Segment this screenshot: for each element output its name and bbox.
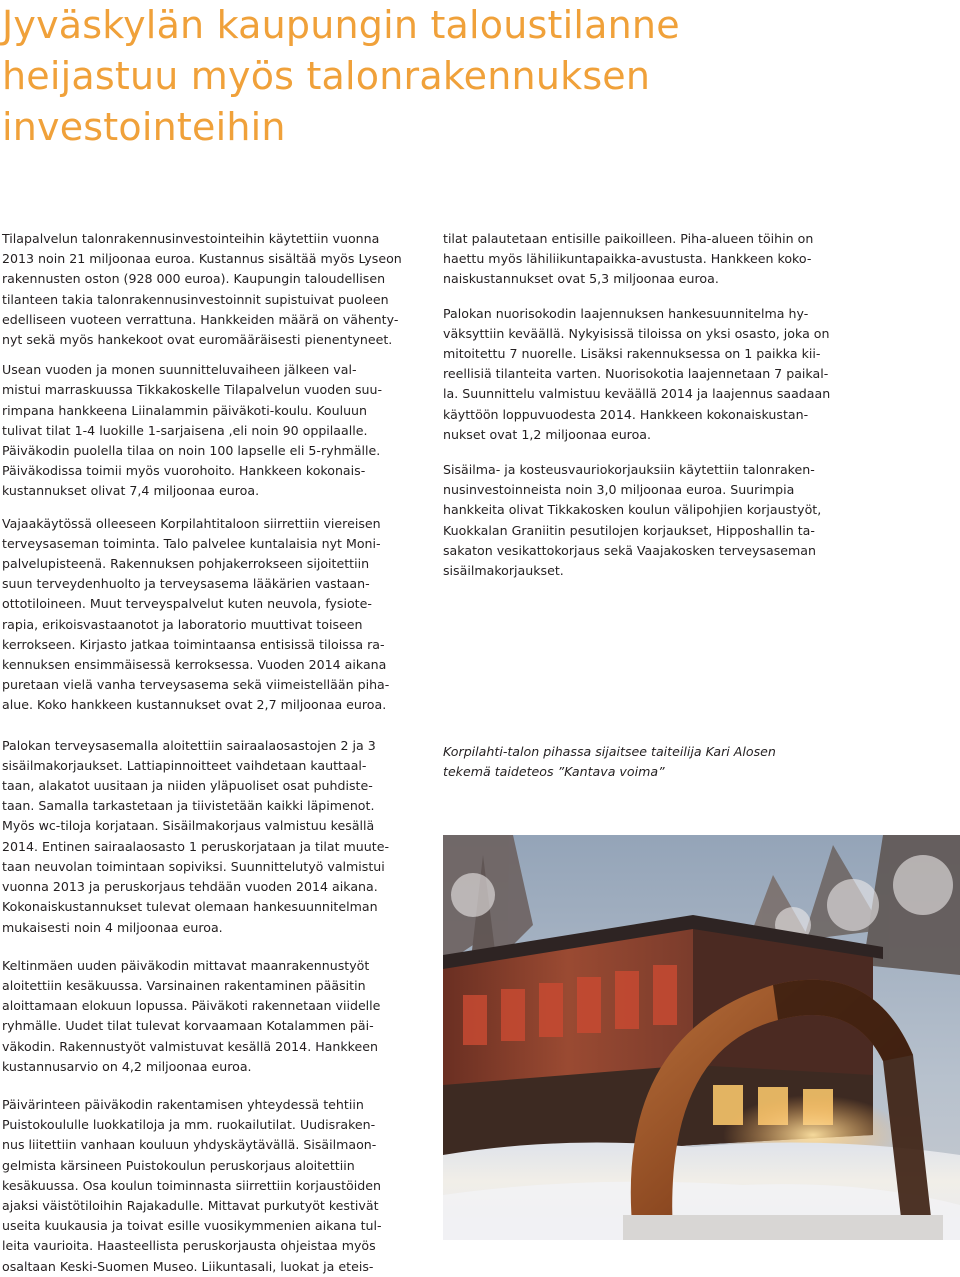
text-line: Myös wc-tiloja korjataan. Sisäilmakorjaus valmistuu kesällä [2, 818, 375, 834]
text-line: nyt sekä myös hankekoot ovat euromääräisesti pienentyneet. [2, 332, 393, 348]
photo-illustration [443, 835, 960, 1240]
paragraph-paivarinne-continued [443, 229, 839, 290]
text-line: taan, alakatot uusitaan ja niiden yläpuoliset osat puhdiste- [2, 778, 373, 794]
caption-line: Korpilahti-talon pihassa sijaitsee taiteilija Kari Alosen [443, 744, 776, 759]
paragraph-keltinmaki [2, 956, 394, 1077]
text-line: taan. Samalla tarkastetaan ja tiivistetään kaikki läpimenot. [2, 798, 375, 814]
text-line: leita vaurioita. Haasteellista peruskorjausta ohjeistaa myös [2, 1238, 376, 1254]
text-line: Päiväkodissa toimii myös vuorohoito. Hankkeen kokonais- [2, 463, 366, 479]
text-line: aloittamaan elokuun lopussa. Päiväkoti rakennetaan viidelle [2, 998, 381, 1014]
text-line: kesäkuussa. Osa koulun toiminnasta siirrettiin korjaustöiden [2, 1177, 381, 1193]
text-line: useita kuukausia ja toivat esille vuosikymmenien aikana tul- [2, 1218, 382, 1234]
text-line: väkodin. Rakennustyöt valmistuvat kesällä 2014. Hankkeen [2, 1038, 378, 1054]
text-line: nusinvestoinneista noin 3,0 miljoonaa euroa. Suurimpia [443, 482, 795, 498]
page-title [2, 0, 762, 153]
text-line: terveysaseman toiminta. Talo palvelee kuntalaisia nyt Moni- [2, 535, 381, 551]
right-column [443, 229, 839, 581]
paragraph-indoor-air-repairs [443, 460, 839, 581]
text-line: edelliseen vuoteen verrattuna. Hankkeiden määrä on vähenty- [2, 311, 399, 327]
text-line: ajaksi väistötiloihin Rajakadulle. Mittavat purkutyöt kestivät [2, 1197, 379, 1213]
text-line: sakaton vesikattokorjaus sekä Vaajakosken terveysaseman [443, 542, 816, 558]
text-line: mitoitettu 7 nuorelle. Lisäksi rakennuksessa on 1 paikka kii- [443, 346, 821, 362]
title-line: heijastuu myös talonrakennuksen [2, 54, 651, 98]
text-line: sisäilmakorjaukset. Lattiapinnoitteet vaihdetaan kauttaal- [2, 757, 367, 773]
text-line: Sisäilma- ja kosteusvauriokorjauksiin käytettiin talonraken- [443, 462, 815, 478]
text-line: taan neuvolan toimintaan sopiviksi. Suunnittelutyö valmistui [2, 858, 385, 874]
photo-caption [443, 742, 843, 782]
paragraph-korpilahtitalo [2, 514, 394, 716]
text-line: puretaan vielä vanha terveysasema sekä viimeistellään piha- [2, 677, 390, 693]
paragraph-palokka-health-station [2, 736, 394, 938]
text-line: nus liitettiin vanhaan kouluun yhdyskäytävällä. Sisäilmaon- [2, 1137, 377, 1153]
korpilahti-house-photo [443, 835, 960, 1240]
text-line: Päiväkodin puolella tilaa on noin 100 lapselle eli 5-ryhmälle. [2, 443, 381, 459]
text-line: gelmista kärsineen Puistokoulun peruskorjaus aloitettiin [2, 1157, 355, 1173]
text-line: la. Suunnittelu valmistuu keväällä 2014 ja laajennus saadaan [443, 386, 831, 402]
text-line: mistui marraskuussa Tikkakoskelle Tilapalvelun vuoden suu- [2, 382, 383, 398]
paragraph-liinalampi [2, 360, 394, 501]
text-line: vuonna 2013 ja peruskorjaus tehdään vuoden 2014 aikana. [2, 879, 378, 895]
text-line: tilanteen takia talonrakennusinvestoinnit supistuivat puoleen [2, 291, 389, 307]
text-line: kerrokseen. Kirjasto jatkaa toimintaansa entisissä tiloissa ra- [2, 636, 385, 652]
text-line: nukset ovat 1,2 miljoonaa euroa. [443, 426, 652, 442]
title-line: Jyväskylän kaupungin taloustilanne [2, 3, 680, 47]
text-line: reellisiä tilanteita varten. Nuorisokotia laajennetaan 7 paikal- [443, 366, 829, 382]
paragraph-paivarinne [2, 1095, 394, 1277]
text-line: suun terveydenhuolto ja terveysasema lääkärien vastaan- [2, 576, 370, 592]
text-line: palvelupisteenä. Rakennuksen pohjakerrokseen sijoitettiin [2, 556, 370, 572]
left-column [2, 229, 402, 1277]
text-line: rimpana hankkeena Liinalammin päiväkoti-koulu. Kouluun [2, 402, 368, 418]
text-line: Palokan nuorisokodin laajennuksen hankesuunnitelma hy- [443, 305, 809, 321]
title-line: investointeihin [2, 105, 286, 149]
text-line: rapia, erikoisvastaanotot ja laboratorio muuttivat toiseen [2, 616, 363, 632]
text-line: hankkeita olivat Tikkakosken koulun välipohjien korjaustyöt, [443, 502, 822, 518]
text-line: naiskustannukset ovat 5,3 miljoonaa euroa. [443, 271, 719, 287]
text-line: aloitettiin kesäkuussa. Varsinainen rakentaminen pääsitin [2, 977, 366, 993]
text-line: kustannusarvio on 4,2 miljoonaa euroa. [2, 1058, 252, 1074]
text-line: 2014. Entinen sairaalaosasto 1 peruskorjataan ja tilat muute- [2, 838, 389, 854]
text-line: ottotiloineen. Muut terveyspalvelut kuten neuvola, fysiote- [2, 596, 372, 612]
text-line: väksyttiin keväällä. Nykyisissä tiloissa on yksi osasto, joka on [443, 325, 830, 341]
text-line: kustannukset olivat 7,4 miljoonaa euroa. [2, 483, 260, 499]
caption-line: tekemä taideteos ”Kantava voima” [443, 764, 665, 780]
paragraph-palokka-youth-home [443, 304, 839, 445]
text-line: Vajaakäytössä olleeseen Korpilahtitaloon siirrettiin viereisen [2, 515, 381, 531]
text-line: tilat palautetaan entisille paikoilleen. Piha-alueen töihin on [443, 231, 814, 246]
text-line: haettu myös lähiliikuntapaikka-avustusta. Hankkeen koko- [443, 251, 812, 267]
text-line: rakennusten oston (928 000 euroa). Kaupungin taloudellisen [2, 271, 386, 287]
text-line: 2013 noin 21 miljoonaa euroa. Kustannus sisältää myös Lyseon [2, 251, 402, 267]
text-line: Keltinmäen uuden päiväkodin mittavat maanrakennustyöt [2, 957, 370, 973]
text-line: Päivärinteen päiväkodin rakentamisen yhteydessä tehtiin [2, 1096, 364, 1112]
text-line: käyttöön loppuvuodesta 2014. Hankkeen kokonaiskustan- [443, 406, 809, 422]
text-line: osaltaan Keski-Suomen Museo. Liikuntasali, luokat ja eteis- [2, 1258, 374, 1274]
text-line: kennuksen ensimmäisessä kerroksessa. Vuoden 2014 aikana [2, 657, 387, 673]
text-line: ryhmälle. Uudet tilat tulevat korvaamaan Kotalammen päi- [2, 1018, 374, 1034]
text-line: Kokonaiskustannukset tulevat olemaan hankesuunnitelman [2, 899, 378, 915]
text-line: tulivat tilat 1-4 luokille 1-sarjaisena ,eli noin 90 oppilaalle. [2, 422, 368, 438]
text-line: mukaisesti noin 4 miljoonaa euroa. [2, 919, 223, 935]
text-line: Tilapalvelun talonrakennusinvestointeihin käytettiin vuonna [2, 231, 380, 246]
text-line: Palokan terveysasemalla aloitettiin sairaalaosastojen 2 ja 3 [2, 737, 376, 753]
text-line: Kuokkalan Graniitin pesutilojen korjaukset, Hipposhallin ta- [443, 522, 815, 538]
paragraph-investments-2013 [2, 229, 402, 350]
text-line: Puistokoululle luokkatiloja ja mm. ruokailutilat. Uudisraken- [2, 1117, 376, 1133]
text-line: Usean vuoden ja monen suunnitteluvaiheen jälkeen val- [2, 362, 357, 378]
text-line: alue. Koko hankkeen kustannukset ovat 2,7 miljoonaa euroa. [2, 697, 387, 713]
text-line: sisäilmakorjaukset. [443, 563, 564, 579]
